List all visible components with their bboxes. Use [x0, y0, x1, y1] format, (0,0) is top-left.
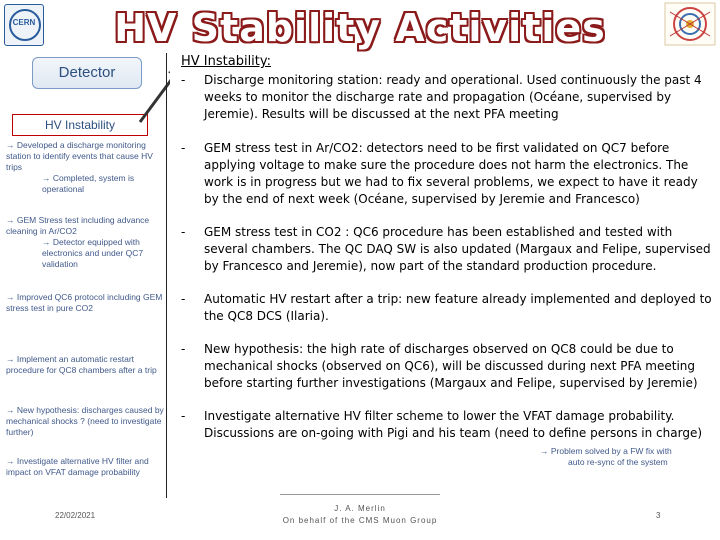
side-item-text: → Investigate alternative HV filter and impact on VFAT damage probability [6, 456, 149, 477]
bullet-dash: - [181, 342, 186, 356]
panel-item-text: New hypothesis: the high rate of discharges observed on QC8 could be due to mechanical shocks (observed on QC6), will be discussed during next PFA meeting before starting further investigations (Margaux and Felipe, supervised by Jeremie) [204, 342, 698, 390]
side-item-sub: → Detector equipped with electronics and under QC7 validation [42, 237, 144, 269]
bullet-dash: - [181, 292, 186, 306]
side-item-text: → Developed a discharge monitoring station to identify events that cause HV trips [6, 140, 153, 172]
side-item-sub: → Completed, system is operational [42, 173, 135, 194]
footer-author-name: J. A. Merlin [334, 504, 386, 513]
column-divider [166, 53, 167, 498]
panel-item [181, 72, 711, 126]
footer-page-number: 3 [656, 511, 661, 520]
footer-author-group: On behalf of the CMS Muon Group [282, 516, 438, 525]
right-stub-line1: → Problem solved by a FW fix with [540, 446, 672, 456]
footer-date: 22/02/2021 [55, 511, 96, 520]
cern-logo-text: CERN [12, 18, 36, 27]
panel-item [181, 341, 711, 395]
panel-item-text: GEM stress test in CO2 : QC6 procedure has been established and tested with several chambers. The QC DAQ SW is also updated (Margaux and Felipe, supervised by Francesco and Jeremie), now part of the standard production procedure. [204, 225, 711, 273]
side-item-text: → GEM Stress test including advance cleaning in Ar/CO2 [6, 215, 150, 236]
side-item [6, 140, 164, 195]
bullet-dash: - [181, 409, 186, 423]
side-item-text: → Implement an automatic restart procedure for QC8 chambers after a trip [6, 354, 157, 375]
panel-item-text: Automatic HV restart after a trip: new feature already implemented and deployed to the QC8 DCS (Ilaria). [204, 292, 712, 323]
panel-title: HV Instability: [181, 54, 272, 69]
page-title: HV Stability Activities [114, 6, 606, 50]
side-item-text: → New hypothesis: discharges caused by mechanical shocks ? (need to investigate further) [6, 405, 164, 437]
side-item [6, 456, 164, 478]
side-item [6, 354, 164, 376]
panel-item [181, 224, 711, 278]
side-item [6, 215, 164, 270]
footer-divider [280, 494, 440, 495]
side-item [6, 405, 164, 438]
bullet-dash: - [181, 225, 186, 239]
right-stub-line2: auto re-sync of the system [568, 457, 668, 467]
right-stub-note [540, 446, 710, 468]
panel-item-text: Investigate alternative HV filter scheme to lower the VFAT damage probability. Discussions are on-going with Pigi and his team (need to define persons in charge) [204, 409, 703, 440]
side-item-text: → Improved QC6 protocol including GEM stress test in pure CO2 [6, 292, 163, 313]
bullet-dash: - [181, 73, 186, 87]
detector-box: Detector [32, 57, 142, 89]
panel-item-text: Discharge monitoring station: ready and operational. Used continuously the past 4 weeks to monitor the discharge rate and propagation (Océane, supervised by Jeremie). Results will be discussed at the next PFA meeting [204, 73, 702, 121]
panel-item-text: GEM stress test in Ar/CO2: detectors need to be first validated on QC7 before applying voltage to make sure the procedure does not harm the electronics. The work is in progress but we had to fix several problems, we expect to have it ready by the end of next week (Océane, supervised by Jeremie and Francesco) [204, 141, 698, 206]
panel-item [181, 291, 711, 327]
hv-instability-box: HV Instability [12, 114, 148, 136]
side-item [6, 292, 164, 314]
bullet-dash: - [181, 141, 186, 155]
panel-item [181, 408, 711, 444]
panel-item [181, 140, 711, 210]
footer-author [260, 503, 460, 527]
